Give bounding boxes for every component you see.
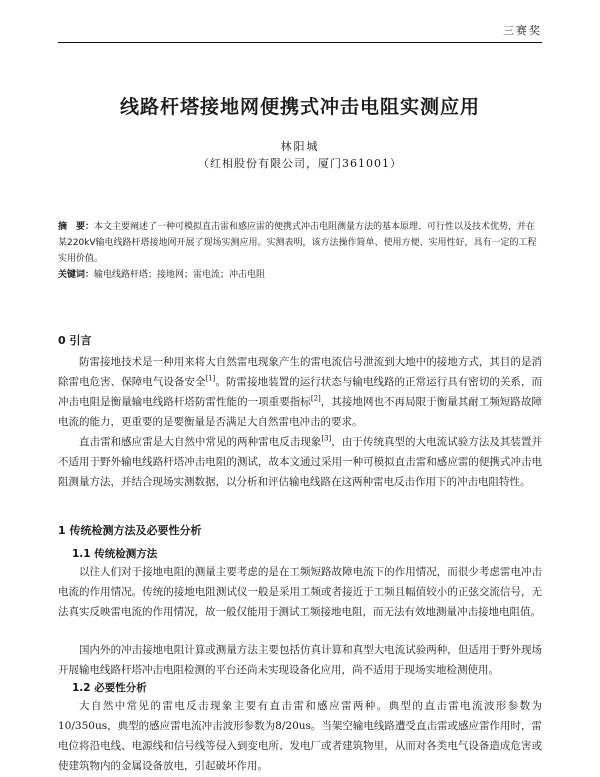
paper-title: 线路杆塔接地网便携式冲击电阻实测应用 xyxy=(119,96,480,118)
s12-paragraph-1: 大自然中常见的雷电反击现象主要有直击雷和感应雷两种。典型的直击雷电流波形参数为10/350us，典型的感应雷电流冲击波形参数为8/20us。当架空输电线路遭受直击雷或感应雷作用时，雷电位将沿电线、电源线和信号线等侵入到变电所、发电厂或者建筑物里，从而对各类电气设备造成危害或使建筑物内的金属设备放电，引起破坏作用。 xyxy=(58,700,542,772)
header-rule xyxy=(58,42,542,43)
abstract xyxy=(58,219,542,267)
intro-paragraph-1 xyxy=(58,352,542,432)
s11-paragraph-1: 以往人们对于接地电阻的测量主要考虑的是在工频短路故障电流下的作用情况，而很少考虑雷电冲击电流的作用情况。传统的接地电阻测试仪一般是采用工频或者接近于工频且幅值较小的正弦交流信号，无法真实反映雷电流的作用情况，故一般仅能用于测试工频接地电阻，而无法有效地测量冲击接地电阻值。 xyxy=(58,566,542,618)
citation-ref: [3] xyxy=(321,434,332,443)
affiliation: （红相股份有限公司，厦门361001） xyxy=(198,157,402,170)
abstract-text: 本文主要阐述了一种可模拟直击雷和感应雷的便携式冲击电阻测量方法的基本原理、可行性以及技术优势，并在某220kV输电线路杆塔接地网开展了现场实测应用。实测表明，该方法操作简单、使用方便、实用性好，具有一定的工程实用价值。 xyxy=(58,222,537,264)
intro-paragraph-2 xyxy=(58,432,542,492)
keywords-text: 输电线路杆塔；接地网；雷电流；冲击电阻 xyxy=(94,270,266,280)
header-tag: 三赛奖 xyxy=(503,24,542,37)
abstract-label: 摘 要： xyxy=(58,222,95,232)
subsection-heading-1-1: 1.1 传统检测方法 xyxy=(72,548,158,560)
keywords-label: 关键词： xyxy=(58,270,95,280)
citation-ref: [1] xyxy=(205,374,216,383)
keywords xyxy=(58,268,542,282)
intro-p2-text-a: 直击雷和感应雷是大自然中常见的两种雷电反击现象 xyxy=(79,436,322,448)
intro-p1-text-b: 。防雷接地装置的运行状态与输电线路的正常运行具有密切的关系，而冲击电阻是衡量输电线路杆塔防雷性能的一项重要指标 xyxy=(58,376,543,408)
intro-p1-text-c: ，其接地网也不再局限于衡量其耐工频短路故障电流的能力，更重要的是要衡量是否满足大自然雷电冲击的要求。 xyxy=(58,396,543,428)
section-heading-1: 1 传统检测方法及必要性分析 xyxy=(58,524,202,537)
intro-p2-text-b: ，由于传统真型的大电流试验方法及其装置并不适用于野外输电线路杆塔冲击电阻的测试，故本文通过采用一种可模拟直击雷和感应雷的便携式冲击电阻测量方法，并结合现场实测数据，以分析和评估输电线路在这两种雷电反击作用下的冲击电阻特性。 xyxy=(58,436,542,488)
author: 林阳城 xyxy=(280,140,320,153)
intro-p1-text-a: 防雷接地技术是一种用来将大自然雷电现象产生的雷电流信号泄流到大地中的接地方式，其目的是消除雷电危害、保障电气设备安全 xyxy=(58,356,542,388)
subsection-heading-1-2: 1.2 必要性分析 xyxy=(72,682,147,694)
section-heading-intro: 0 引言 xyxy=(58,334,92,347)
s11-paragraph-2: 国内外的冲击接地电阻计算或测量方法主要包括仿真计算和真型大电流试验两种，但适用于野外现场开展输电线路杆塔冲击电阻检测的平台还尚未实现设备化应用，尚不适用于现场实地检测使用。 xyxy=(58,644,542,676)
citation-ref: [2] xyxy=(310,394,321,403)
